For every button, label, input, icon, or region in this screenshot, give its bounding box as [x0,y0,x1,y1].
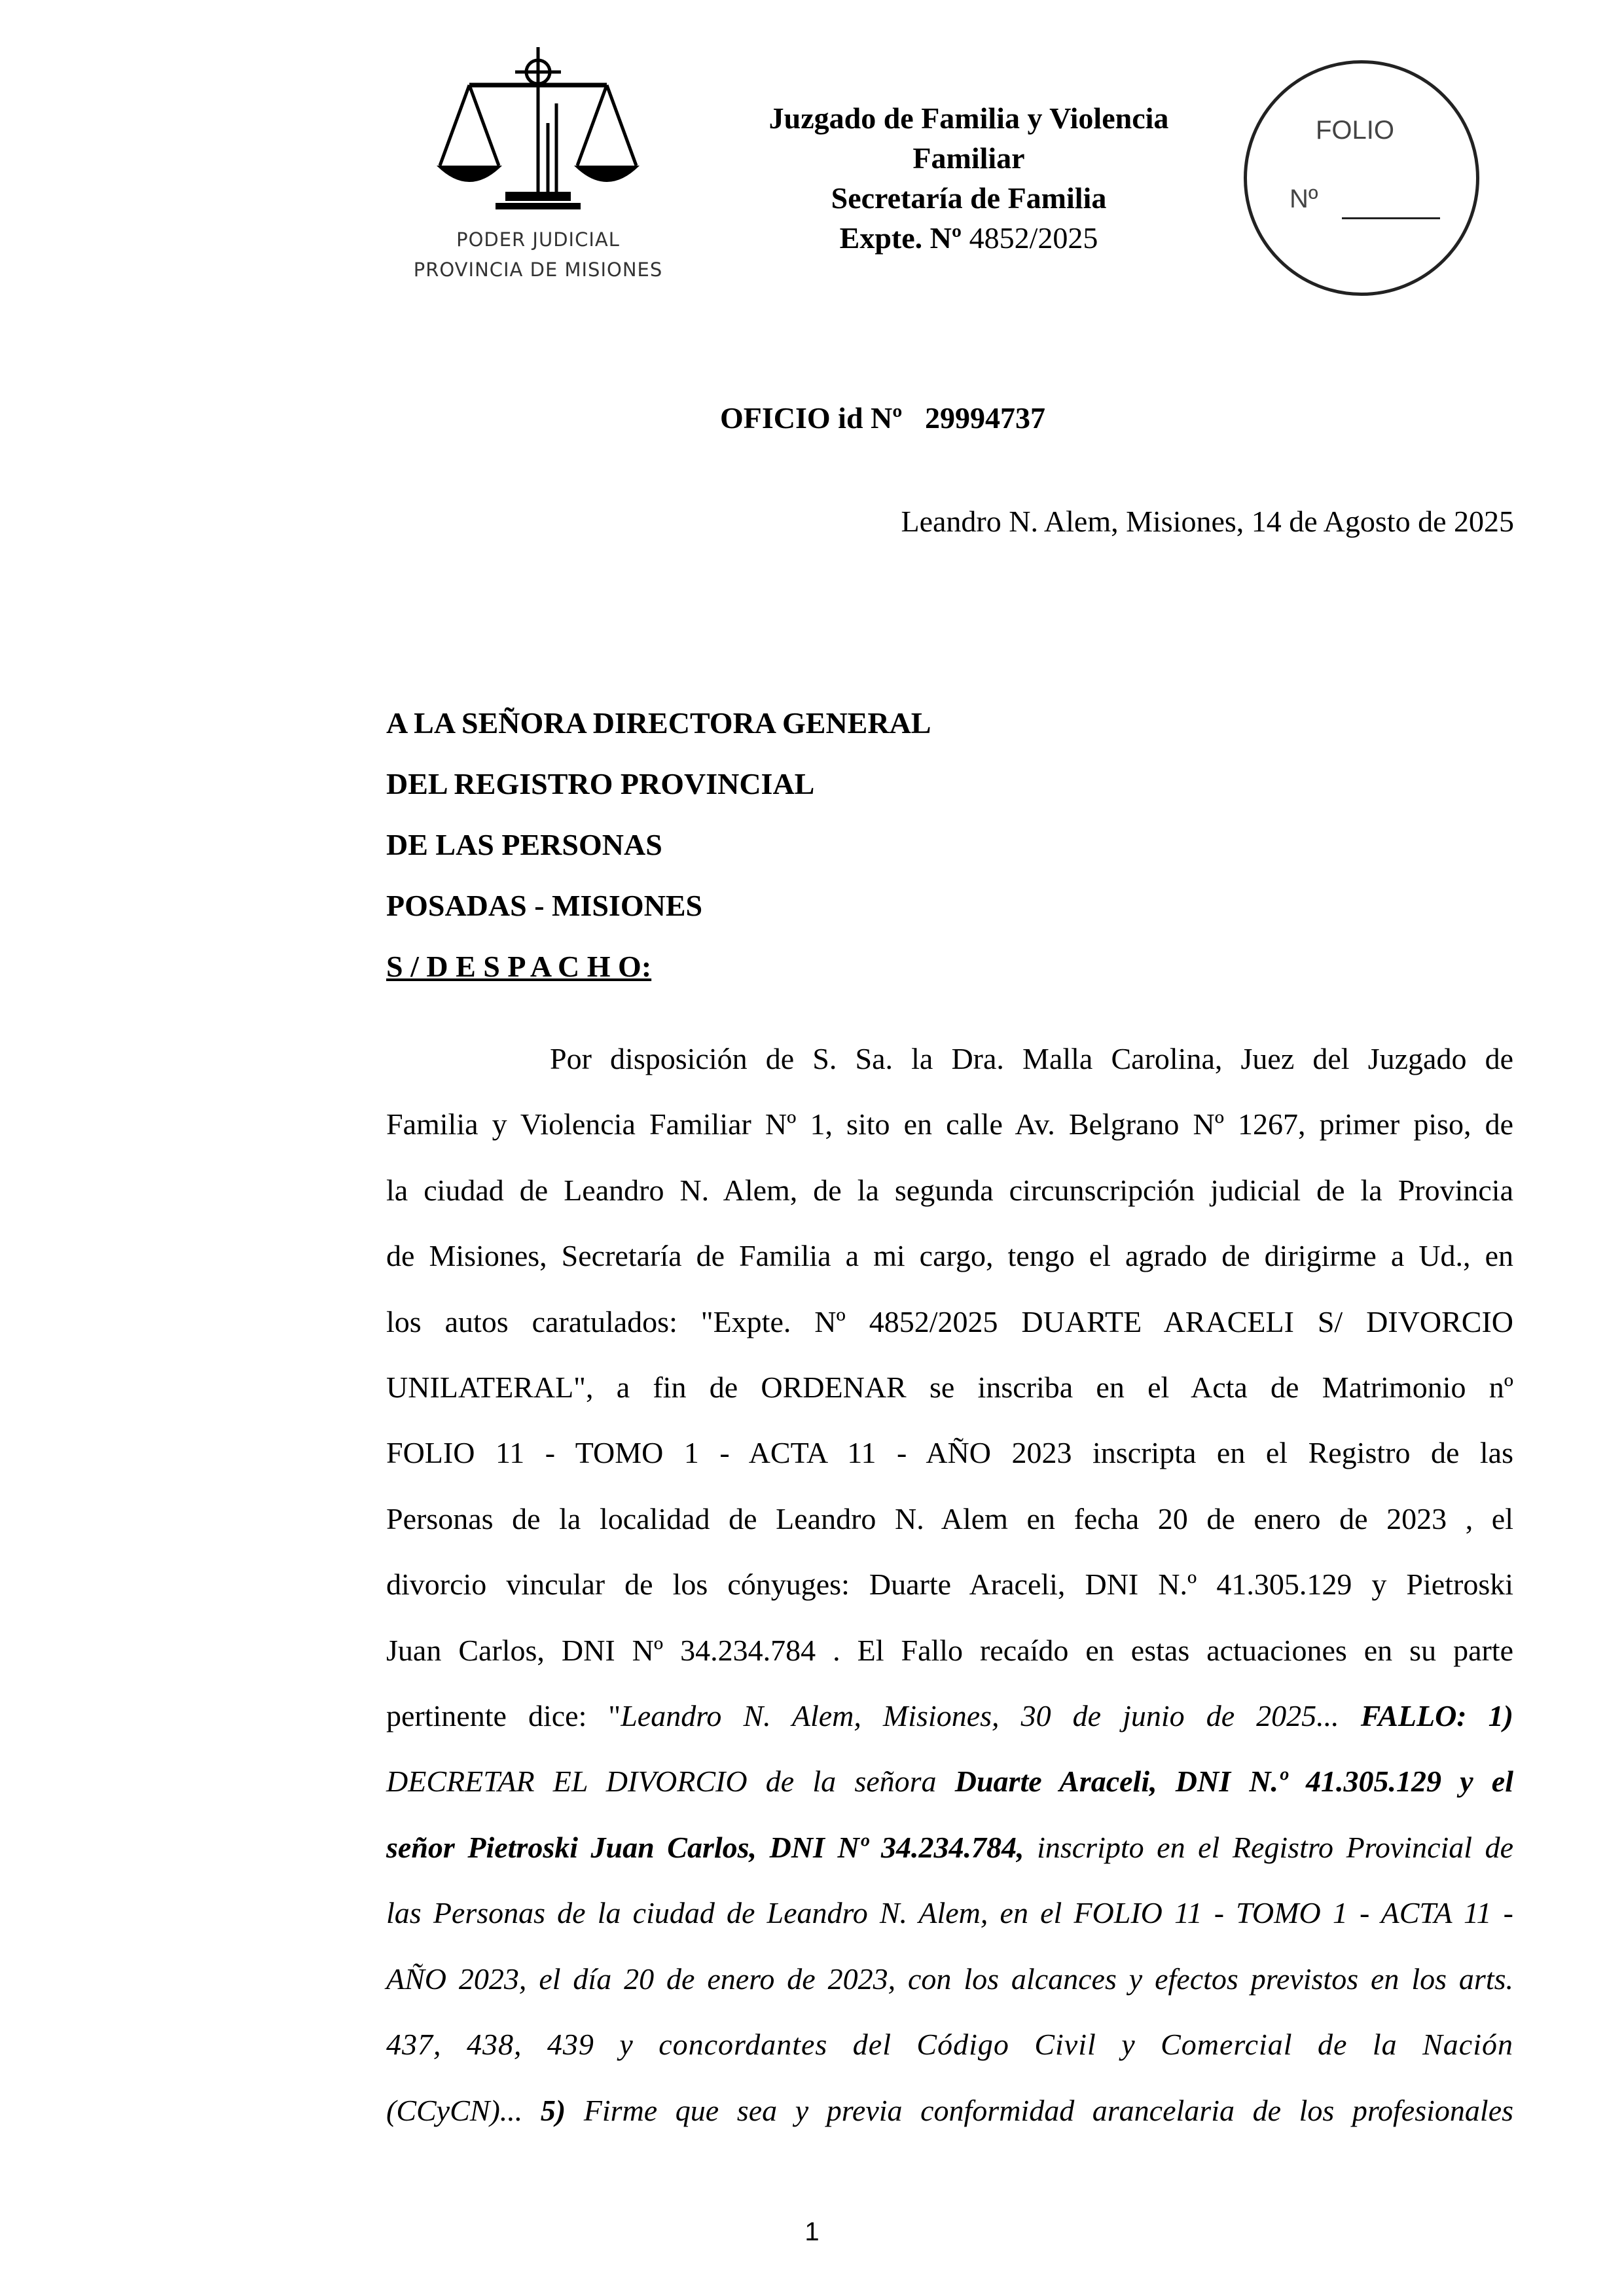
despacho-line: S / D E S P A C H O: [386,950,652,983]
ccycn-text: (CCyCN)... [386,2093,523,2127]
court-header [655,98,1283,258]
inscripto-text: inscripto en el Registro Provincial de [1037,1830,1514,1864]
body-line: Familia y Violencia Familiar Nº 1, sito en calle Av. Belgrano Nº 1267, primer piso, de [386,1107,1513,1141]
oficio-number: 29994737 [924,401,1045,435]
folio-stamp-circle [1244,60,1479,296]
page-number: 1 [804,2217,820,2246]
oficio-heading [720,401,1178,435]
body-line: las Personas de la ciudad de Leandro N. Alem, en el FOLIO 11 - TOMO 1 - ACTA 11 - [386,1896,1513,1930]
body-line: los autos caratulados: "Expte. Nº 4852/2025 DUARTE ARACELI S/ DIVORCIO [386,1304,1513,1338]
scales-of-justice-icon [433,38,643,228]
body-line: de Misiones, Secretaría de Familia a mi cargo, tengo el agrado de dirigirme a Ud., en [386,1239,1513,1273]
party-two: señor Pietroski Juan Carlos, DNI Nº 34.234.784, [386,1830,1024,1864]
addressee-line: DEL REGISTRO PROVINCIAL [386,767,815,800]
addressee-line: A LA SEÑORA DIRECTORA GENERAL [386,706,931,740]
court-logo [401,38,676,287]
party-one: Duarte Araceli, DNI N.º 41.305.129 y el [954,1765,1513,1799]
addressee-line: POSADAS - MISIONES [386,889,703,922]
body-line: divorcio vincular de los cónyuges: Duarte Araceli, DNI N.º 41.305.129 y Pietroski [386,1568,1513,1602]
body-line: AÑO 2023, el día 20 de enero de 2023, con los alcances y efectos previstos en los arts. [386,1962,1513,1996]
quote-intro: pertinente dice: " [386,1699,621,1733]
folio-number-blank-line [1342,217,1440,219]
logo-line-poder-judicial: PODER JUDICIAL [456,228,620,251]
firme-text: Firme que sea y previa conformidad arancelaria de los profesionales [583,2093,1514,2127]
body-line: FOLIO 11 - TOMO 1 - ACTA 11 - AÑO 2023 inscripta en el Registro de las [386,1436,1513,1470]
body-line: 437, 438, 439 y concordantes del Código Civil y Comercial de la Nación [386,2028,1513,2062]
header-court-name: Juzgado de Familia y Violencia [768,101,1169,135]
item-five-label: 5) [540,2093,566,2127]
addressee-block [386,692,931,997]
body-line [386,1683,1513,1749]
logo-line-provincia: PROVINCIA DE MISIONES [413,259,663,281]
folio-stamp [1244,60,1479,296]
expte-label: Expte. Nº [839,221,962,255]
body-line: UNILATERAL", a fin de ORDENAR se inscriba en el Acta de Matrimonio nº [386,1371,1513,1405]
body-line [386,2078,1513,2144]
expte-number: 4852/2025 [969,221,1098,255]
fallo-label: FALLO: 1) [1360,1699,1513,1733]
place-date: Leandro N. Alem, Misiones, 14 de Agosto de 2025 [901,505,1514,538]
header-court-name-cont: Familiar [912,141,1025,175]
addressee-line: DE LAS PERSONAS [386,828,662,861]
folio-label: FOLIO [1316,116,1395,145]
quote-place-date: Leandro N. Alem, Misiones, 30 de junio de 2025... [621,1699,1339,1733]
header-secretaria: Secretaría de Familia [831,181,1107,215]
header-expte [655,218,1283,258]
decretar-text: DECRETAR EL DIVORCIO de la señora [386,1765,937,1799]
body-line: Por disposición de S. Sa. la Dra. Malla Carolina, Juez del Juzgado de [550,1042,1513,1075]
body-line: la ciudad de Leandro N. Alem, de la segunda circunscripción judicial de la Provincia [386,1173,1513,1207]
body-line: Personas de la localidad de Leandro N. Alem en fecha 20 de enero de 2023 , el [386,1501,1513,1535]
body-text [386,1026,1513,2144]
oficio-label: OFICIO id Nº [720,401,903,435]
body-line [386,1749,1513,1814]
body-line: Juan Carlos, DNI Nº 34.234.784 . El Fallo recaído en estas actuaciones en su parte [386,1633,1513,1667]
body-line [386,1815,1513,1880]
folio-number-label: Nº [1290,185,1318,213]
